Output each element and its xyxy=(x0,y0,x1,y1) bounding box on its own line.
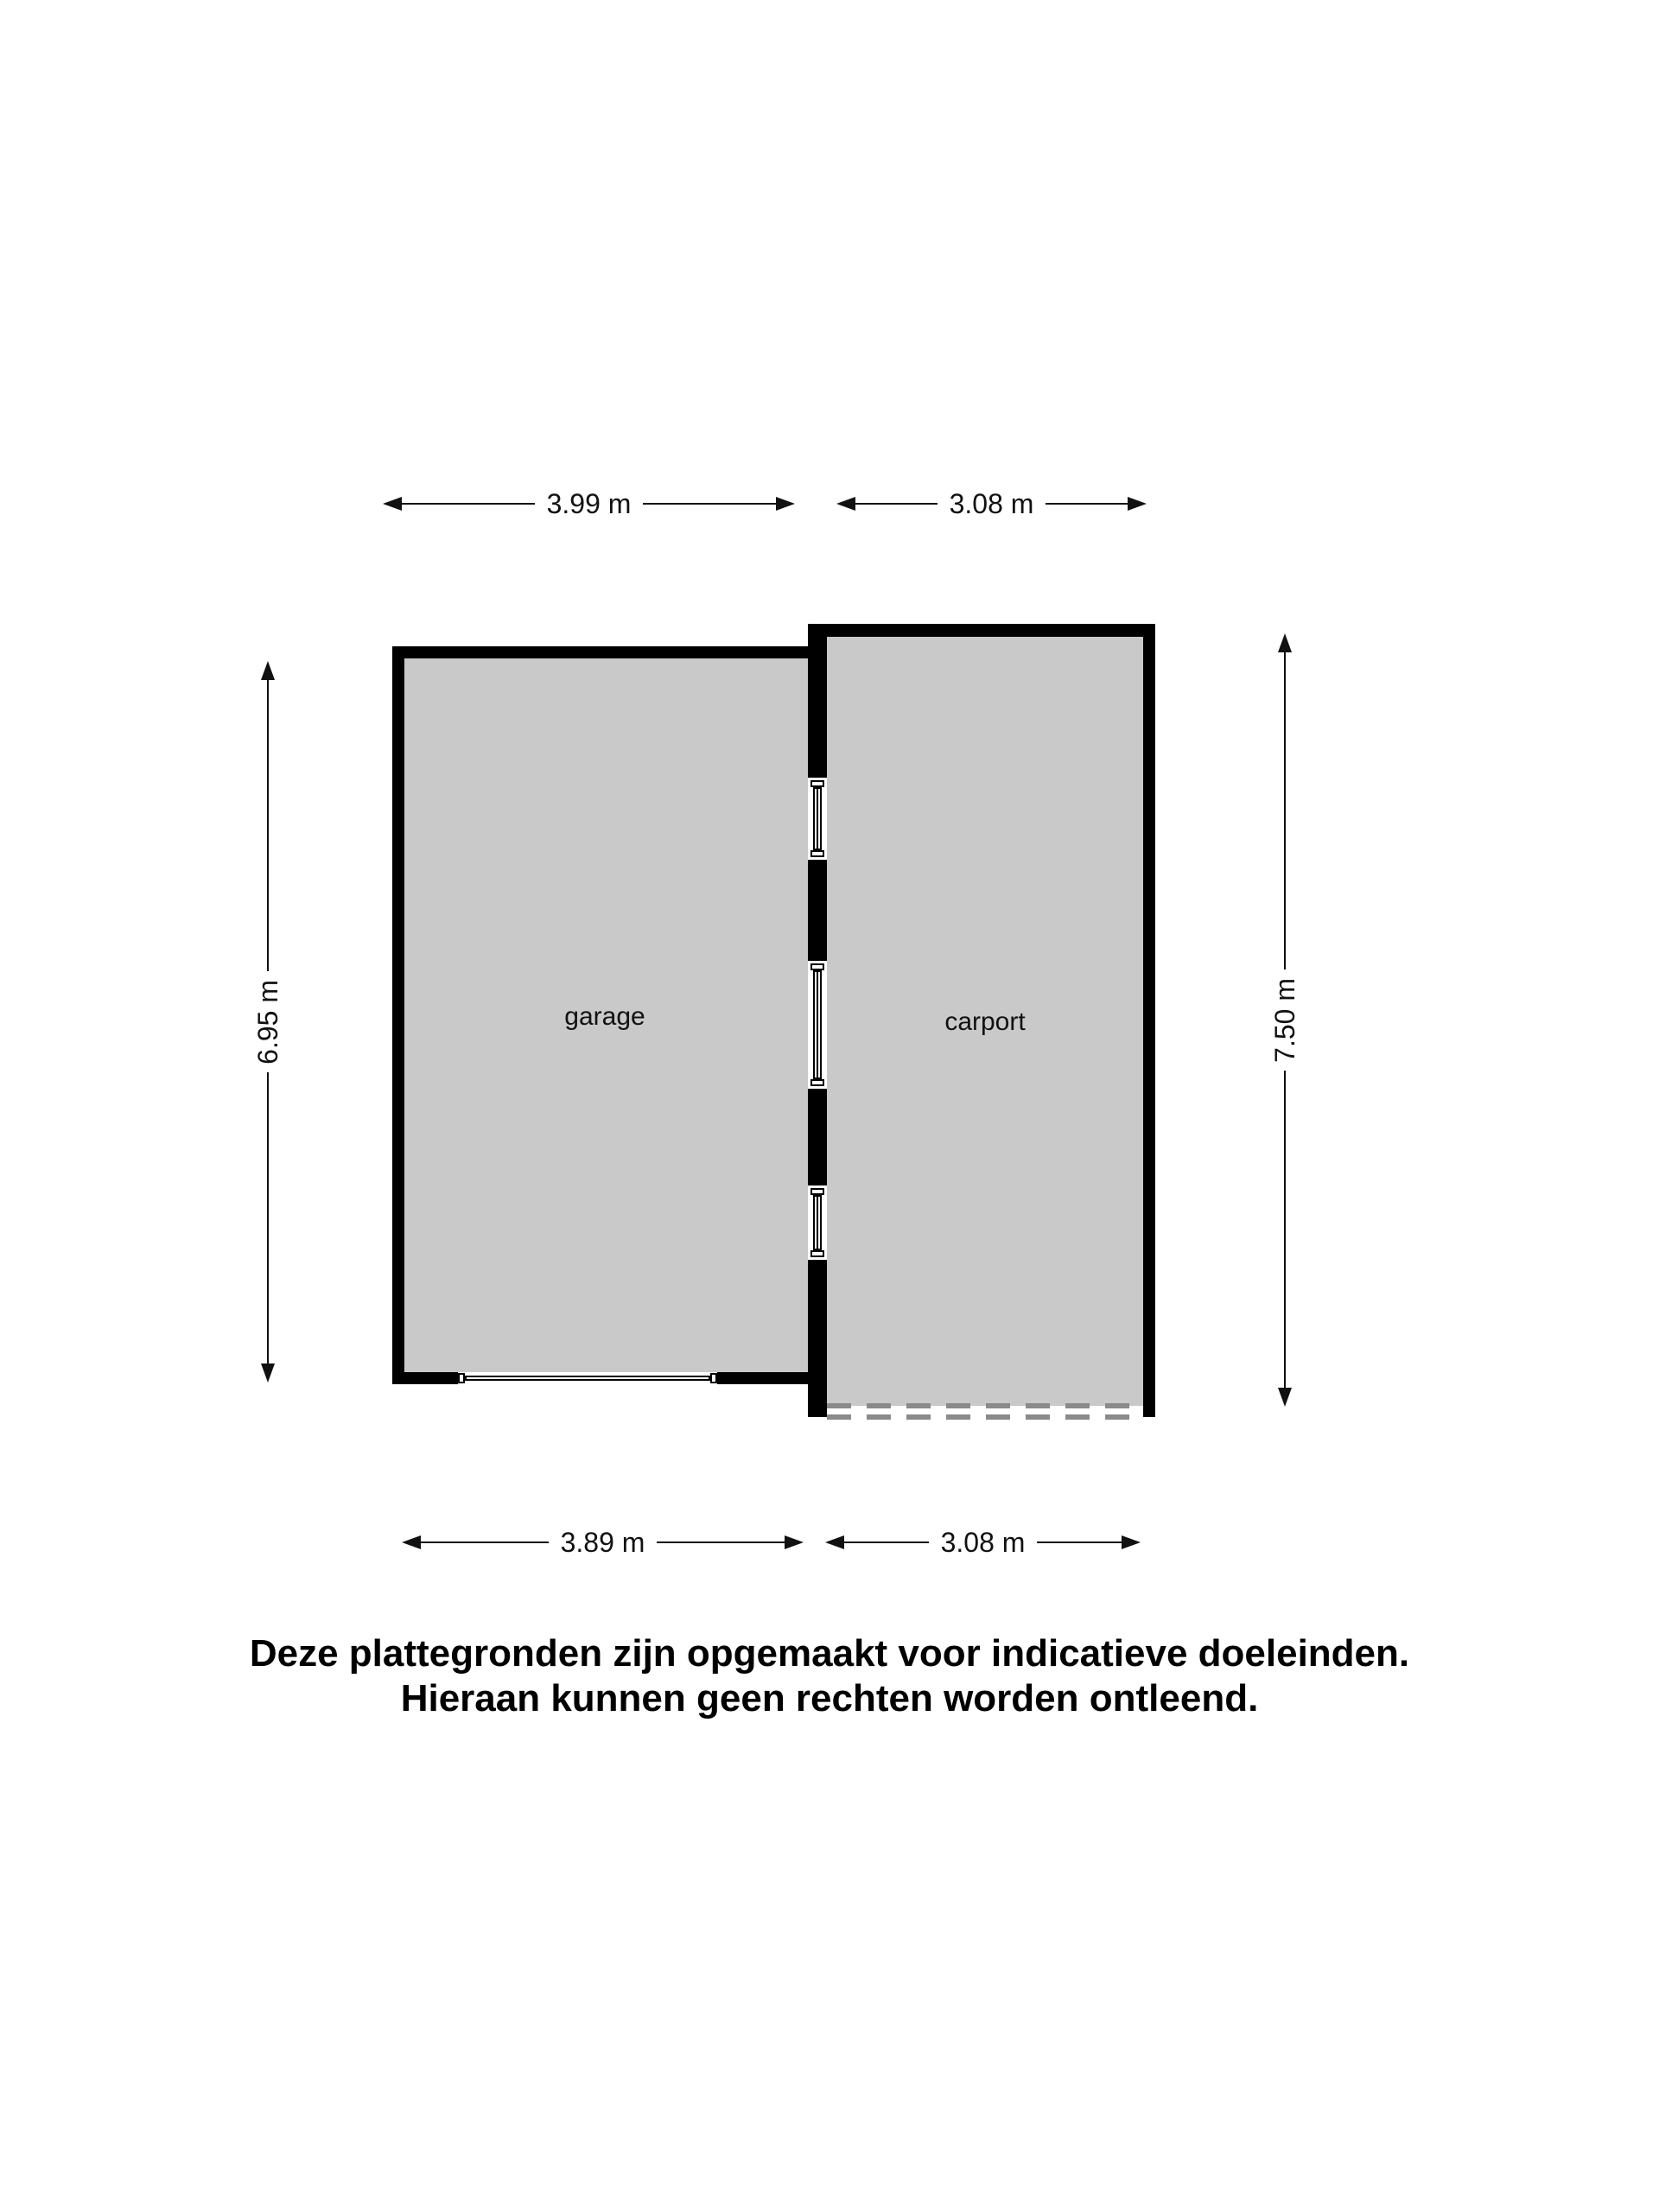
window-end-cap xyxy=(810,1250,824,1257)
arrowhead-left-icon xyxy=(825,1535,844,1549)
dimension-label: 3.99 m xyxy=(546,488,632,519)
dimension-top-carport xyxy=(836,486,1147,521)
dimension-line xyxy=(402,503,535,505)
arrowhead-down-icon xyxy=(261,1363,275,1382)
arrowhead-up-icon xyxy=(261,661,275,680)
window-glass xyxy=(813,787,822,850)
arrowhead-right-icon xyxy=(776,497,795,511)
dimension-label: 3.08 m xyxy=(949,488,1034,519)
arrowhead-left-icon xyxy=(836,497,855,511)
dimension-top-garage xyxy=(383,486,795,521)
dimension-line xyxy=(421,1541,549,1543)
garage-top-wall xyxy=(392,646,808,658)
arrowhead-left-icon xyxy=(402,1535,421,1549)
carport-right-wall xyxy=(1143,624,1155,1417)
dimension-line xyxy=(1037,1541,1122,1543)
door-leaf xyxy=(465,1376,710,1381)
disclaimer-text xyxy=(0,1631,1659,1721)
window-end-cap xyxy=(810,780,824,787)
arrowhead-down-icon xyxy=(1278,1388,1292,1407)
arrowhead-up-icon xyxy=(1278,633,1292,652)
dimension-line xyxy=(643,503,776,505)
arrowhead-right-icon xyxy=(1122,1535,1141,1549)
dimension-label: 3.08 m xyxy=(940,1527,1026,1558)
dimension-line xyxy=(1284,1071,1286,1388)
carport-room-label: carport xyxy=(944,1007,1026,1036)
garage-left-wall xyxy=(392,646,404,1384)
dimension-line xyxy=(1284,652,1286,969)
dimension-line xyxy=(657,1541,785,1543)
garage-door-symbol xyxy=(458,1372,717,1384)
dimension-right-carport xyxy=(1268,633,1302,1407)
window-glass xyxy=(813,1195,822,1250)
door-end-cap xyxy=(458,1373,465,1383)
carport-top-wall xyxy=(808,624,1155,637)
window-end-cap xyxy=(810,963,824,970)
dimension-line xyxy=(267,680,269,971)
carport-open-edge-dashed-line xyxy=(827,1403,1143,1408)
arrowhead-right-icon xyxy=(1128,497,1147,511)
dimension-line xyxy=(855,503,938,505)
disclaimer-line-1: Deze plattegronden zijn opgemaakt voor indicatieve doeleinden. xyxy=(249,1632,1410,1675)
carport-open-edge-dashed-line xyxy=(827,1414,1143,1420)
arrowhead-left-icon xyxy=(383,497,402,511)
arrowhead-right-icon xyxy=(785,1535,804,1549)
dimension-line xyxy=(844,1541,929,1543)
dimension-line xyxy=(267,1072,269,1363)
dimension-label: 7.50 m xyxy=(1269,977,1300,1063)
window-end-cap xyxy=(810,850,824,857)
dimension-left-garage xyxy=(251,661,285,1382)
window-end-cap xyxy=(810,1079,824,1086)
window-end-cap xyxy=(810,1188,824,1195)
window-glass xyxy=(813,970,822,1079)
dimension-label: 3.89 m xyxy=(560,1527,645,1558)
dimension-bottom-garage xyxy=(402,1525,804,1560)
garage-room-label: garage xyxy=(564,1002,645,1031)
dimension-line xyxy=(1046,503,1128,505)
window-symbol xyxy=(808,778,827,860)
disclaimer-line-2: Hieraan kunnen geen rechten worden ontleend. xyxy=(400,1677,1259,1719)
window-symbol xyxy=(808,961,827,1089)
dimension-label: 6.95 m xyxy=(252,979,283,1065)
window-symbol xyxy=(808,1185,827,1260)
door-end-cap xyxy=(710,1373,717,1383)
dimension-bottom-carport xyxy=(825,1525,1141,1560)
